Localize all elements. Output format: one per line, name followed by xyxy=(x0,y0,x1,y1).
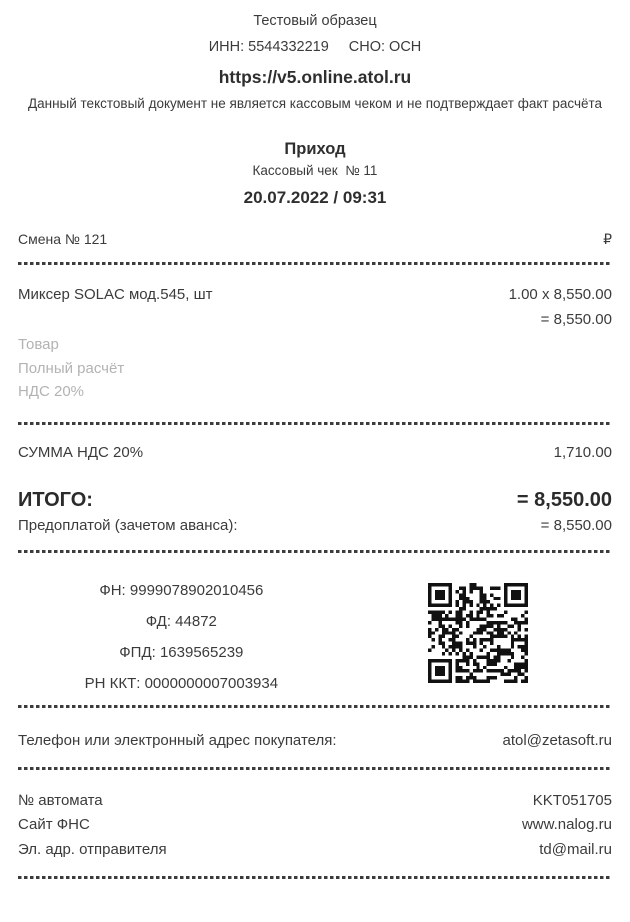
machine-number-row xyxy=(18,789,612,814)
prepaid-value: = 8,550.00 xyxy=(540,516,612,534)
footer-info xyxy=(18,789,612,863)
fns-site-label: Сайт ФНС xyxy=(18,816,90,833)
machine-number-value: KKT051705 xyxy=(532,791,612,809)
fiscal-block xyxy=(18,575,612,699)
qr-container xyxy=(345,575,612,699)
fns-site-value: www.nalog.ru xyxy=(521,816,612,833)
rn-kkt-number: РН ККТ: 0000000007003934 xyxy=(84,674,279,692)
disclaimer-text: Данный текстовый документ не является кассовым чеком и не подтверждает факт расчёта xyxy=(27,96,603,111)
receipt xyxy=(0,12,630,922)
item-payment-method: Полный расчёт xyxy=(18,359,125,377)
vat-sum-label: СУММА НДС 20% xyxy=(18,443,144,461)
shift-number: Смена № 121 xyxy=(18,231,108,247)
qr-code-icon xyxy=(428,583,528,683)
total-value: = 8,550.00 xyxy=(516,488,612,511)
dashed-divider xyxy=(18,767,612,770)
item-name: Миксер SOLAC мод.545, шт xyxy=(18,286,213,303)
fpd-number: ФПД: 1639565239 xyxy=(119,643,244,661)
dashed-divider xyxy=(18,262,612,265)
machine-number-label: № автомата xyxy=(18,791,103,809)
merchant-name: Тестовый образец xyxy=(253,13,377,29)
fd-number: ФД: 44872 xyxy=(145,612,217,630)
buyer-contact-row xyxy=(18,731,612,750)
prepaid-row xyxy=(18,516,612,535)
total-label: ИТОГО: xyxy=(18,488,93,511)
ofd-url: https://v5.online.atol.ru xyxy=(218,67,412,87)
buyer-contact-label: Телефон или электронный адрес покупателя: xyxy=(18,731,337,749)
fn-number: ФН: 9999078902010456 xyxy=(99,581,264,599)
total-row xyxy=(18,488,612,513)
item-type: Товар xyxy=(18,336,59,353)
item-qty-price: 1.00 x 8,550.00 xyxy=(508,286,612,303)
shift-row xyxy=(18,230,612,248)
dashed-divider xyxy=(18,876,612,879)
operation-type: Приход xyxy=(284,140,346,158)
item-row xyxy=(18,285,612,304)
sender-email-value: td@mail.ru xyxy=(539,840,612,858)
currency-symbol: ₽ xyxy=(603,231,612,247)
fiscal-details xyxy=(18,575,345,699)
dashed-divider xyxy=(18,550,612,553)
check-number: Кассовый чек № 11 xyxy=(252,163,378,178)
prepaid-label: Предоплатой (зачетом аванса): xyxy=(18,516,238,534)
item-vat-rate: НДС 20% xyxy=(18,383,85,400)
dashed-divider xyxy=(18,705,612,708)
vat-sum-value: 1,710.00 xyxy=(553,443,612,461)
fns-site-row xyxy=(18,813,612,838)
sender-email-label: Эл. адр. отправителя xyxy=(18,840,167,858)
item-amount: = 8,550.00 xyxy=(540,311,612,328)
dashed-divider xyxy=(18,422,612,425)
vat-sum-row xyxy=(18,443,612,462)
inn-value: ИНН: 5544332219 xyxy=(208,39,329,55)
check-datetime: 20.07.2022 / 09:31 xyxy=(243,188,387,207)
registration-info xyxy=(18,38,612,56)
sender-email-row xyxy=(18,838,612,863)
buyer-contact-value: atol@zetasoft.ru xyxy=(502,731,612,749)
item-attributes xyxy=(18,333,612,404)
sno-value: СНО: ОСН xyxy=(348,39,422,55)
